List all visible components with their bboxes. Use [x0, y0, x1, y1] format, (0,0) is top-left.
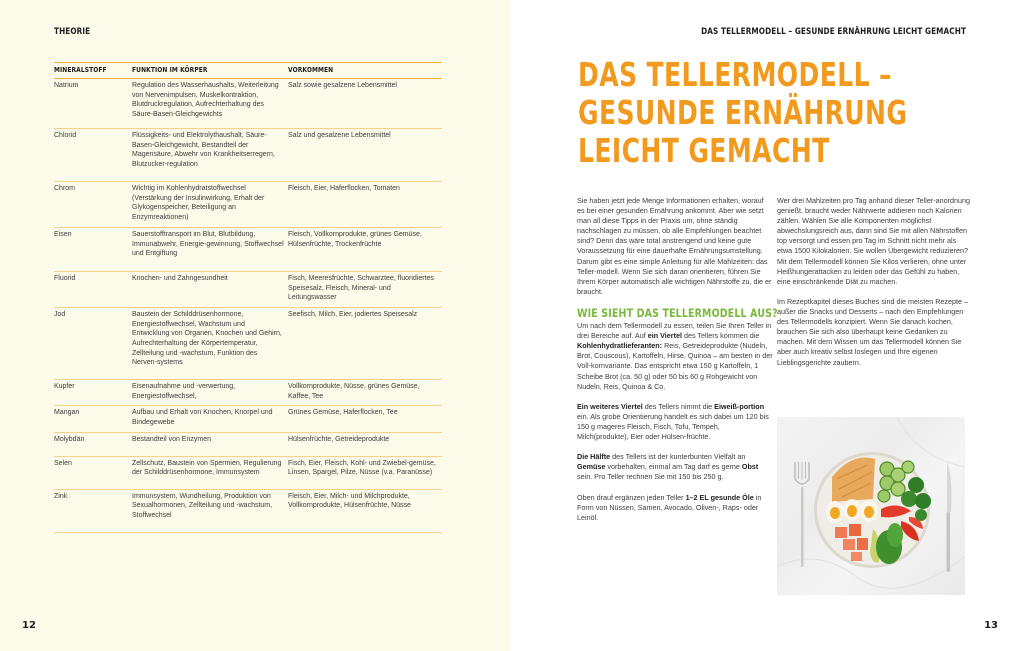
cell-sources: Seefisch, Milch, Eier, jodiertes Speisesalz: [288, 310, 418, 318]
cell-function: Sauerstofftransport im Blut, Blutbildung, Immunabwehr, Energie-gewinnung, Stoffwechsel und Entgiftung: [132, 230, 284, 258]
cell-function: Flüssigkeits- und Elektrolythaushalt, Säure-Basen-Gleichgewicht, Bestandteil der Magensäure, Abwehr von Krankheitserregern, Blutzucker-regulation: [132, 132, 275, 169]
table-row: [54, 432, 442, 456]
mineral-table: [54, 62, 442, 533]
right-page: [510, 0, 1020, 651]
cell-sources: Fleisch, Vollkornprodukte, grünes Gemüse, Hülsenfrüchte, Trockenfrüchte: [288, 230, 422, 248]
cell-function: Baustein der Schilddrüsenhormone, Energiestoffwechsel, Wachstum und Entwicklung von Organen, Knochen und Gehirn, Aufrechterhaltung der Körpertemperatur, Zellteilung und -wachstum, Funktion des Nerven-systems: [132, 310, 282, 367]
cell-function: Knochen- und Zahngesundheit: [132, 274, 228, 282]
cell-mineral: Eisen: [54, 230, 72, 238]
eggs-icon: [826, 499, 878, 523]
paragraph-recipes: Im Rezeptkapitel dieses Buches sind die meisten Rezepte – außer die Snacks und Desserts – nach den Empfehlungen des Tellermodells konzipiert. Wenn Sie danach kochen, brauchen Sie sich also überhaupt keine Gedanken zu machen. Mit dem Wissen um das Tellermodell können Sie aber auch kreativ selbst loslegen und Ihre eigenen Lieblingsgerichte zaubern.: [777, 296, 968, 367]
table-row: [54, 182, 442, 228]
knife-icon: [947, 462, 952, 572]
table-row: [54, 379, 442, 405]
cell-sources: Fleisch, Eier, Haferflocken, Tomaten: [288, 185, 400, 192]
text-column-right: [777, 196, 973, 368]
cell-function: Regulation des Wasserhaushalts, Weiterleitung von Nervenimpulsen, Muskelkontraktion, Blutdruckregulation, Aufrechterhaltung des Säure-Basen-Gleichgewichts: [132, 82, 279, 119]
header-mineral: MINERALSTOFF: [54, 66, 107, 74]
cell-sources: Hülsenfrüchte, Getreideprodukte: [288, 435, 390, 443]
intro-paragraph: Sie haben jetzt jede Menge Informationen erhalten, worauf es bei einer gesunden Ernährung ankommt. Aber wie setzt man all diese Tipps in der Praxis um, ohne ständig nachschlagen zu müssen, ob alle Empfehlungen beachtet sind? Denn das wäre total anstrengend und keine gute Voraussetzung für eine dauerhafte Ernährungsumstellung. Darum gibt es eine simple Anleitung für alle Mahlzeiten: das Teller-modell. Wenn Sie sich daran orientieren, führen Sie Ihrem Körper automatisch alle wichtigen Nährstoffe zu, die er braucht.: [577, 196, 772, 296]
cell-sources: Vollkornprodukte, Nüsse, grünes Gemüse, Kaffee, Tee: [288, 382, 420, 400]
paragraph-oils: Oben drauf ergänzen jeden Teller 1–2 EL gesunde Öle in Form von Nüssen, Samen, Avocado, Oliven-, Raps- oder Leinöl.: [577, 492, 762, 522]
cell-sources: Salz sowie gesalzene Lebensmittel: [288, 82, 397, 89]
table-header-row: [54, 63, 442, 79]
cell-sources: Fisch, Meeresfrüchte, Schwarztee, fluoridiertes Speisesalz, Fleisch, Mineral- und Leitungswasser: [288, 274, 434, 302]
cell-mineral: Mangan: [54, 409, 80, 417]
header-sources: VORKOMMEN: [288, 66, 334, 74]
cell-function: Wichtig im Kohlenhydratstoffwechsel (Verstärkung der Insulinwirkung, Erhalt der Glykogenspeicher, Beteiligung an Enzymreaktionen): [132, 185, 265, 222]
cell-mineral: Chrom: [54, 185, 76, 192]
page-number-left: 12: [22, 620, 36, 631]
fork-icon: [795, 462, 809, 567]
running-head-right: DAS TELLERMODELL – GESUNDE ERNÄHRUNG LEICHT GEMACHT: [701, 27, 966, 37]
cell-mineral: Natrium: [54, 82, 79, 89]
cell-mineral: Molybdän: [54, 435, 85, 443]
cell-mineral: Zink: [54, 492, 68, 500]
paragraph-meals: Wer drei Mahlzeiten pro Tag anhand dieser Teller-anordnung genießt, braucht weder Nährwerte addieren noch Kalorien zählen. Wählen Sie alle Komponenten möglichst abwechslungsreich aus, dann sind Sie mit allen Nährstoffen top versorgt und essen pro Tag im Schnitt nicht mehr als etwa 1500 Kilokalorien. Sie wollen Übergewicht reduzieren? Mit dem Tellermodell können Sie Kilos verlieren, ohne unter Heißhungerattacken zu leiden oder das Gefühl zu haben, eine einschränkende Diät zu machen.: [777, 196, 970, 286]
paragraph-protein: Ein weiteres Viertel des Tellers nimmt die Eiweiß-portion ein. Als grobe Orientierung handelt es sich dabei um 120 bis 150 g mageres Fleisch, Fisch, Tofu, Tempeh, Milch(produkte), Eier oder Hülsen-früchte.: [577, 401, 769, 442]
cell-function: Zellschutz, Baustein von Spermien, Regulierung der Schilddrüsenhormone, Immunsystem: [132, 459, 282, 477]
plate-illustration-icon: [777, 417, 965, 595]
section-subheading: WIE SIEHT DAS TELLERMODELL AUS?: [577, 306, 778, 321]
cell-function: Bestandteil von Enzymen: [132, 435, 211, 443]
plate-photo: [777, 417, 965, 595]
cell-function: Immunsystem, Wundheilung, Produktion von Sexualhormonen, Zellteilung und -wachstum, Stoffwechsel: [132, 492, 273, 520]
cell-function: Eisenaufnahme und -verwertung, Energiestoffwechsel,: [132, 382, 236, 400]
table-row: [54, 271, 442, 307]
cell-mineral: Jod: [54, 310, 66, 318]
table-row: [54, 307, 442, 379]
page-title: [578, 56, 907, 170]
cell-sources: Fisch, Eier, Fleisch, Kohl- und Zwiebel-gemüse, Linsen, Spargel, Pilze, Nüsse (v.a. Paranüsse): [288, 459, 436, 477]
cell-mineral: Selen: [54, 459, 72, 467]
table-row: [54, 456, 442, 489]
title-line-1: DAS TELLERMODELL –: [578, 55, 892, 94]
header-function: FUNKTION IM KÖRPER: [132, 66, 208, 74]
cell-sources: Salz und gesalzene Lebensmittel: [288, 132, 391, 139]
table-row: [54, 79, 442, 129]
table-row: [54, 489, 442, 532]
text-column-left: [577, 196, 778, 523]
cell-mineral: Kupfer: [54, 382, 75, 390]
table-row: [54, 406, 442, 432]
paragraph-vegetables: Die Hälfte des Tellers ist der kunterbunten Vielfalt an Gemüse vorbehalten, einmal am Tag darf es gerne Obst sein. Pro Teller rechnen Sie mit 150 bis 250 g.: [577, 452, 759, 482]
page-number-right: 13: [984, 620, 998, 631]
cell-mineral: Chlorid: [54, 132, 77, 139]
cell-sources: Grünes Gemüse, Haferflocken, Tee: [288, 409, 398, 417]
table-row: [54, 227, 442, 271]
cell-function: Aufbau und Erhalt von Knochen, Knorpel und Bindegewebe: [132, 409, 273, 427]
cell-sources: Fleisch, Eier, Milch- und Milchprodukte, Vollkornprodukte, Hülsenfrüchte, Nüsse: [288, 492, 411, 510]
title-line-3: LEICHT GEMACHT: [578, 131, 830, 170]
title-line-2: GESUNDE ERNÄHRUNG: [578, 93, 908, 132]
cell-mineral: Fluorid: [54, 274, 76, 282]
paragraph-carbs: Um nach dem Tellermodell zu essen, teilen Sie Ihren Teller in drei Bereiche auf. Auf ein Viertel des Tellers kommen die Kohlenhydratlieferanten: Reis, Getreideprodukte (Nudeln, Brot, Couscous), Kartoffeln, Hirse, Quinoa – am besten in der Voll-kornvariante. Das entspricht etwa 150 g Kartoffeln, 1 Scheibe Brot (ca. 50 g) oder 50 bis 60 g Rohgewicht von Nudeln, Reis, Quinoa & Co.: [577, 321, 773, 391]
running-head-left: THEORIE: [54, 27, 91, 37]
table-row: [54, 129, 442, 182]
